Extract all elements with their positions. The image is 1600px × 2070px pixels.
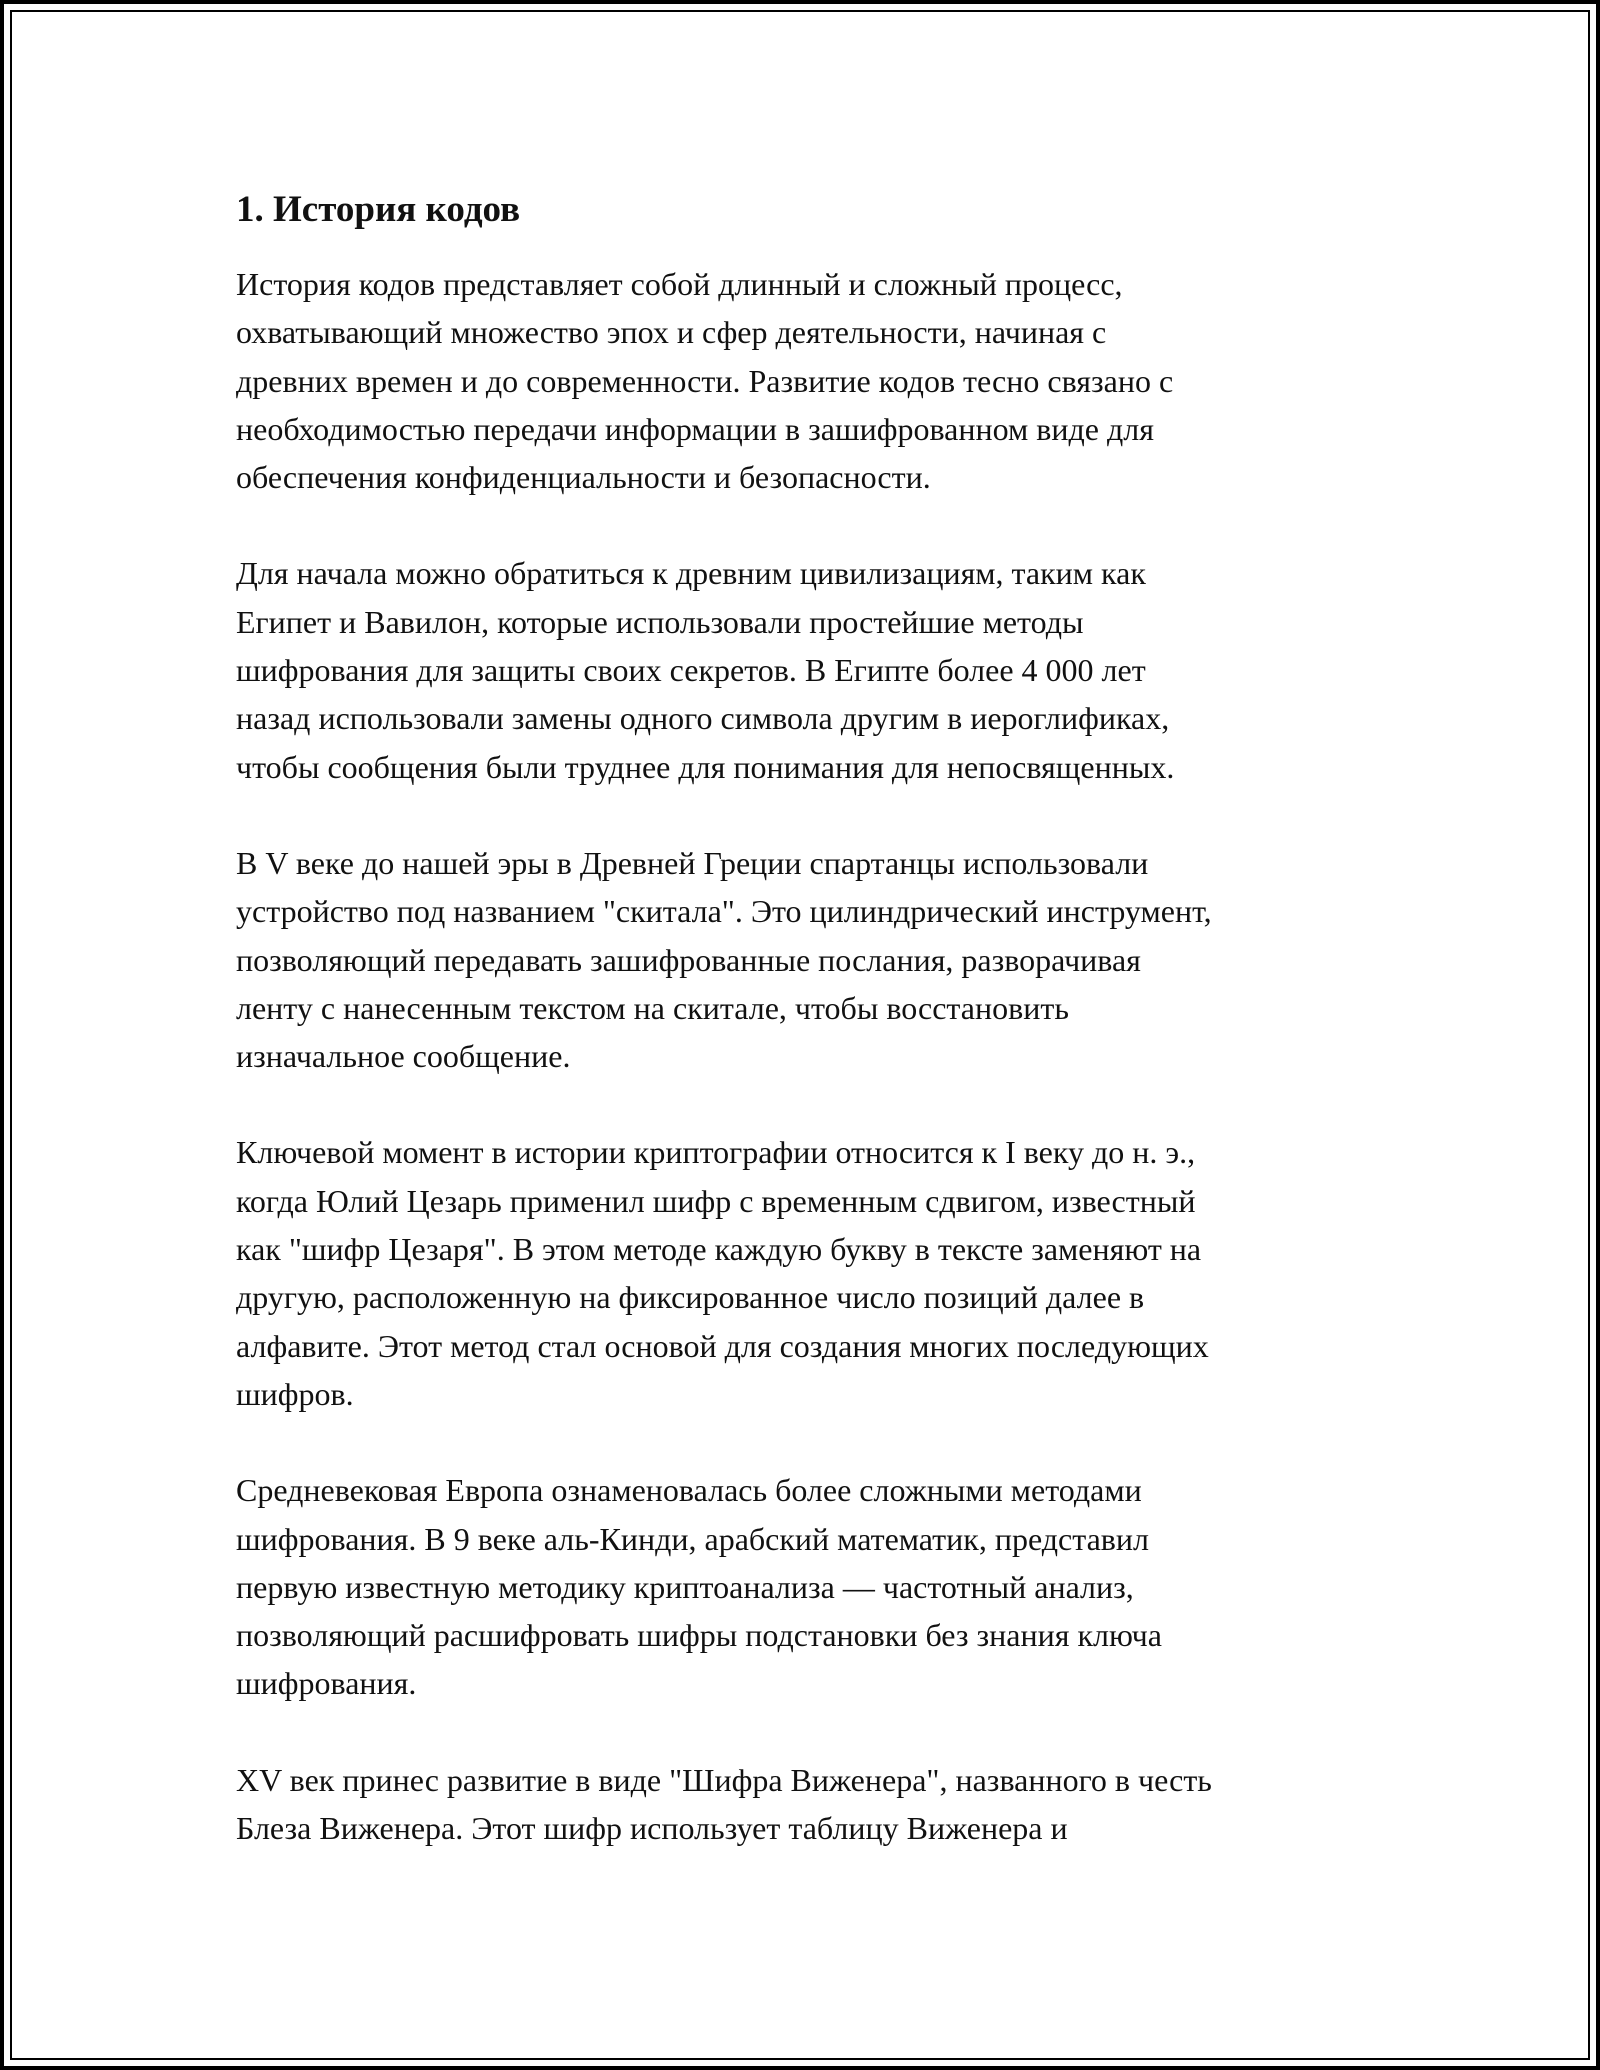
text-line: Блеза Виженера. Этот шифр использует таблицу Виженера и — [236, 1810, 1068, 1847]
text-line: чтобы сообщения были труднее для понимания для непосвященных. — [236, 748, 1175, 785]
text-line: первую известную методику криптоанализа — частотный анализ, — [236, 1568, 1134, 1605]
text-line: XV век принес развитие в виде "Шифра Виженера", названного в честь — [236, 1761, 1212, 1798]
paragraph-caesar-cipher — [236, 1128, 1376, 1418]
paragraph-intro — [236, 260, 1376, 501]
text-line: охватывающий множество эпох и сфер деятельности, начиная с — [236, 314, 1107, 351]
text-line: необходимостью передачи информации в зашифрованном виде для — [236, 410, 1154, 447]
text-line: шифрования для защиты своих секретов. В Египте более 4 000 лет — [236, 652, 1146, 689]
text-line: алфавите. Этот метод стал основой для создания многих последующих — [236, 1327, 1209, 1364]
text-line: Ключевой момент в истории криптографии относится к I веку до н. э., — [236, 1134, 1196, 1171]
paragraph-vigenere-cipher — [236, 1756, 1376, 1853]
document-body — [236, 186, 1376, 1900]
text-line: когда Юлий Цезарь применил шифр с временным сдвигом, известный — [236, 1182, 1196, 1219]
text-line: другую, расположенную на фиксированное число позиций далее в — [236, 1279, 1145, 1316]
text-line: назад использовали замены одного символа другим в иероглификах, — [236, 700, 1170, 737]
text-line: В V веке до нашей эры в Древней Греции спартанцы использовали — [236, 844, 1149, 881]
text-line: Средневековая Европа ознаменовалась более сложными методами — [236, 1472, 1142, 1509]
text-line: устройство под названием "скитала". Это цилиндрический инструмент, — [236, 893, 1212, 930]
text-line: шифрования. — [236, 1665, 417, 1702]
paragraph-ancient-civilizations — [236, 549, 1376, 790]
text-line: шифрования. В 9 веке аль-Кинди, арабский математик, представил — [236, 1520, 1149, 1557]
text-line: История кодов представляет собой длинный и сложный процесс, — [236, 266, 1123, 302]
text-line: изначальное сообщение. — [236, 1038, 571, 1075]
paragraph-medieval-europe — [236, 1466, 1376, 1707]
text-line: шифров. — [236, 1375, 354, 1412]
text-line: позволяющий расшифровать шифры подстановки без знания ключа — [236, 1617, 1162, 1654]
text-line: как "шифр Цезаря". В этом методе каждую букву в тексте заменяют на — [236, 1231, 1202, 1268]
text-line: Египет и Вавилон, которые использовали простейшие методы — [236, 603, 1084, 640]
text-line: позволяющий передавать зашифрованные послания, разворачивая — [236, 941, 1141, 978]
paragraph-scytale — [236, 839, 1376, 1080]
text-line: ленту с нанесенным текстом на скитале, чтобы восстановить — [236, 989, 1069, 1026]
text-line: древних времен и до современности. Развитие кодов тесно связано с — [236, 362, 1174, 399]
text-line: Для начала можно обратиться к древним цивилизациям, таким как — [236, 555, 1146, 592]
section-heading: 1. История кодов — [236, 189, 521, 230]
text-line: обеспечения конфиденциальности и безопасности. — [236, 459, 931, 496]
